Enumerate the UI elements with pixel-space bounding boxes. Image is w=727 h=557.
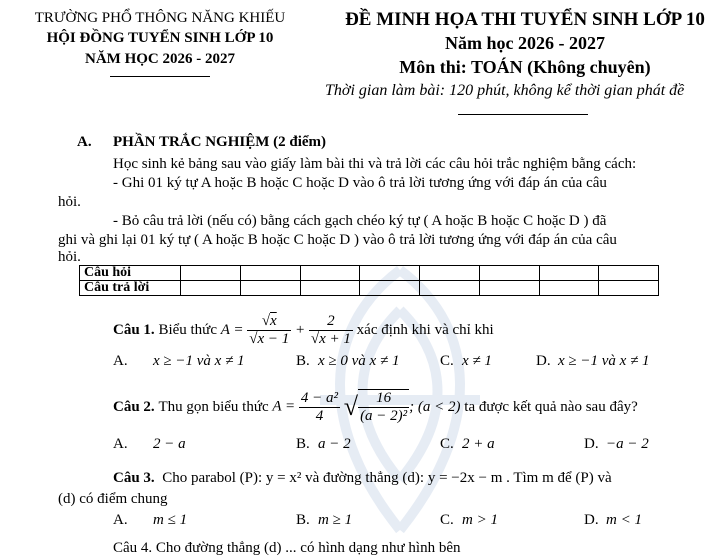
question-3 [113,470,612,487]
question-4-partial: Câu 4. Cho đường thẳng (d) ... có hình dạng như hình bên [113,540,461,556]
instruction-3-end: hỏi. [58,249,81,265]
time-note: Thời gian làm bài: 120 phút, không kể thời gian phát đề [325,82,685,99]
q1-stem: Biểu thức [158,321,217,338]
q2-opt-a-letter: A. [113,436,128,452]
q3-option-b: m ≥ 1 [318,512,353,528]
q2-condition: ; (a < 2) [409,398,461,415]
q2-option-b: a − 2 [318,436,351,452]
instruction-2-cont: hỏi. [58,194,81,210]
q3-label: Câu 3. [113,470,155,486]
table-cell [360,266,420,281]
section-title: PHẦN TRẮC NGHIỆM (2 điểm) [113,134,327,150]
table-row-questions [80,266,659,281]
q3-line1: Cho parabol (P): y = x² và đường thẳng (d): y = −2x − m . Tìm m để (P) và [162,470,612,486]
q3-option-a: m ≤ 1 [153,512,188,528]
q2-label: Câu 2. [113,398,155,415]
answer-table [79,265,659,296]
table-cell [420,281,480,296]
q1-tail: xác định khi và chỉ khi [356,321,494,338]
q2-formula: A = $\frac{\text{4 − a²}}{4}$ √ $\frac{16}{\text{(a − 2)²}}$ [272,389,408,424]
table-header-questions: Câu hỏi [80,266,181,281]
table-cell [300,281,360,296]
question-1 [113,312,494,348]
table-cell [539,281,599,296]
q1-label: Câu 1. [113,321,155,338]
q3-opt-a-letter: A. [113,512,128,528]
q3-option-d: m < 1 [606,512,642,528]
instruction-3-cont: ghi và ghi lại 01 ký tự ( A hoặc B hoặc C hoặc D ) vào ô trả lời tương ứng với đáp án của câu [58,232,617,248]
table-cell [479,266,539,281]
subject: Môn thi: TOÁN (Không chuyên) [399,57,651,77]
q1-option-c: x ≠ 1 [462,353,492,369]
table-row-answers [80,281,659,296]
header-right [300,8,727,103]
q1-option-d: x ≥ −1 và x ≠ 1 [558,353,650,369]
q2-opt-d-letter: D. [584,436,599,452]
year-right: Năm học 2026 - 2027 [445,33,605,53]
table-header-answers: Câu trả lời [80,281,181,296]
exam-title: ĐỀ MINH HỌA THI TUYỂN SINH LỚP 10 [345,9,705,30]
q3-line2: (d) có điểm chung [58,491,168,507]
header-right-rule [458,114,588,115]
q3-opt-b-letter: B. [296,512,310,528]
table-cell [300,266,360,281]
council-name: HỘI ĐỒNG TUYỂN SINH LỚP 10 [46,30,274,46]
q1-formula: A = $\frac{√x}{√x - 1}$ + $\frac{2}{√x + 1}$ [220,312,351,347]
header-left-rule [110,76,210,77]
q2-option-a: 2 − a [153,436,186,452]
table-cell [360,281,420,296]
q2-opt-b-letter: B. [296,436,310,452]
q2-opt-c-letter: C. [440,436,454,452]
section-letter: A. [77,134,92,150]
header-left [0,8,320,77]
table-cell [181,281,241,296]
q2-tail: ta được kết quả nào sau đây? [464,398,638,415]
table-cell [181,266,241,281]
q1-opt-a-letter: A. [113,353,128,369]
table-cell [599,281,659,296]
q1-opt-c-letter: C. [440,353,454,369]
instruction-3: - Bỏ câu trả lời (nếu có) bằng cách gạch chéo ký tự ( A hoặc B hoặc C hoặc D ) đã [113,213,607,229]
table-cell [479,281,539,296]
q3-opt-d-letter: D. [584,512,599,528]
table-cell [539,266,599,281]
instruction-2: - Ghi 01 ký tự A hoặc B hoặc C hoặc D vào ô trả lời tương ứng với đáp án của câu [113,175,607,191]
table-cell [599,266,659,281]
table-cell [240,266,300,281]
question-2 [113,384,638,430]
q2-stem: Thu gọn biểu thức [158,398,269,415]
q2-option-d: −a − 2 [606,436,649,452]
table-cell [420,266,480,281]
table-cell [240,281,300,296]
q3-option-c: m > 1 [462,512,498,528]
year-left: NĂM HỌC 2026 - 2027 [85,51,235,67]
q3-opt-c-letter: C. [440,512,454,528]
q2-option-c: 2 + a [462,436,495,452]
q1-opt-b-letter: B. [296,353,310,369]
q1-option-a: x ≥ −1 và x ≠ 1 [153,353,245,369]
school-name: TRƯỜNG PHỔ THÔNG NĂNG KHIẾU [34,10,286,26]
instruction-1: Học sinh kẻ bảng sau vào giấy làm bài thi và trả lời các câu hỏi trắc nghiệm bằng cách: [113,156,637,172]
q1-option-b: x ≥ 0 và x ≠ 1 [318,353,400,369]
q1-opt-d-letter: D. [536,353,551,369]
